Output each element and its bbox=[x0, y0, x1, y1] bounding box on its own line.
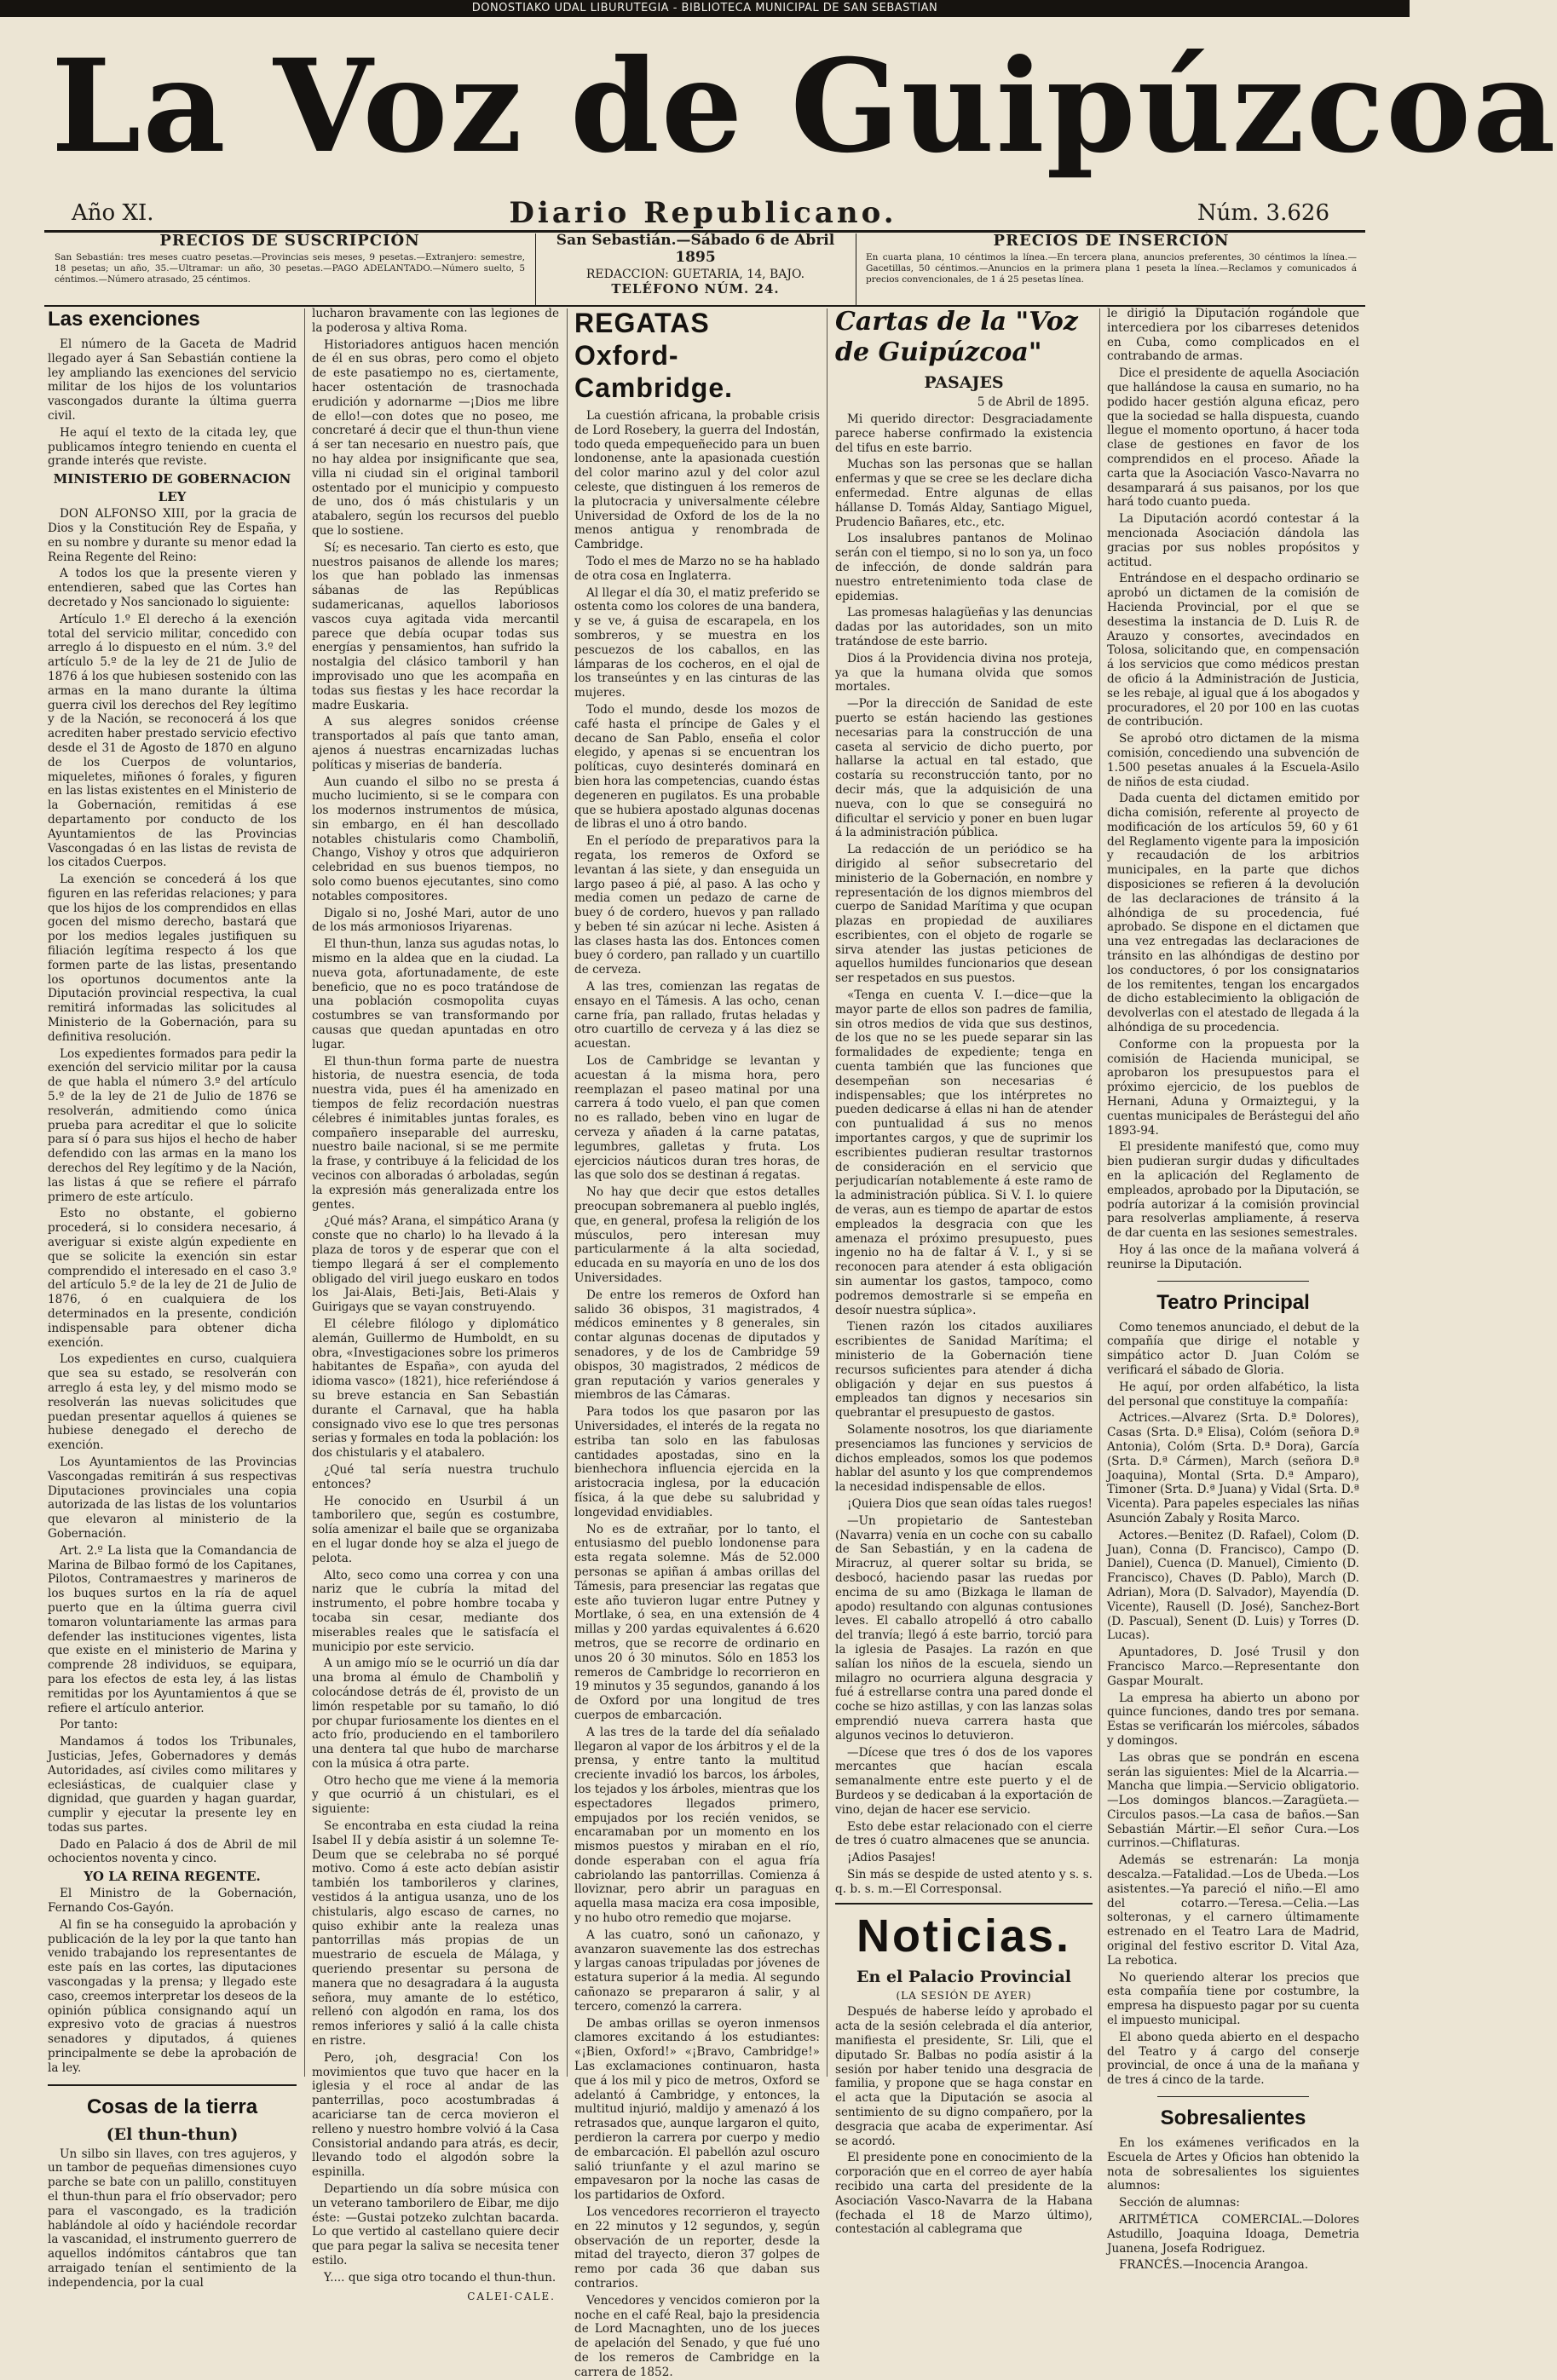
paragraph: lucharon bravamente con las legiones de la poderosa y altiva Roma. bbox=[312, 307, 559, 335]
subtitle: Diario Republicano. bbox=[509, 196, 897, 230]
column-rule-4 bbox=[1099, 308, 1100, 2077]
paragraph: El thun-thun forma parte de nuestra historia, de nuestra esencia, de toda nuestra vida, pues él ha amenizado en tiempos de feliz recordación nuestras célebres é inimitables juntas forales, es compañero inseparable del aurresku, nuestro baile nacional, si se me permite la frase, y contribuye á la felicidad de los vecinos con alboradas ó arboladas, según la expresión más generalizada entre los gentes. bbox=[312, 1054, 559, 1212]
header-divider-1 bbox=[535, 233, 536, 305]
paragraph: El número de la Gaceta de Madrid llegado ayer á San Sebastián contiene la ley ampliando las exenciones del servicio militar de los hijos de los voluntarios vascongados durante la última guerra civil. bbox=[48, 337, 297, 423]
issue-date: San Sebastián.—Sábado 6 de Abril 1895 bbox=[556, 232, 835, 266]
article-heading-cosas: Cosas de la tierra bbox=[86, 2095, 258, 2118]
paragraph: La cuestión africana, la probable crisis de Lord Rosebery, la guerra del Indostán, todo queda empequeñecido para un buen londonense, ante la apasionada cuestión del color marino azul y del color azul celeste, que distinguen á los remeros de la plutocracia y universalmente célebre Universidad de Oxford de los de la no menos antigua y renombrada de Cambridge. bbox=[574, 409, 820, 552]
article-subheading-pasajes: PASAJES bbox=[924, 373, 1004, 392]
paragraph: Esto no obstante, el gobierno procederá, si lo considera necesario, á averiguar si existe algún expediente en que se solicite la exención sin estar comprendido el interesado en el caso 3.º del artículo 5.º de la ley de 21 de Julio de 1876, ó en cualquiera de los determinados en la presente, condición indispensable para obtener dicha exención. bbox=[48, 1207, 297, 1350]
article-subheading-sesion: (LA SESIÓN DE AYER) bbox=[896, 1990, 1032, 2003]
paragraph: ¡Quiera Dios que sean oídas tales ruegos! bbox=[847, 1496, 1093, 1511]
paragraph: Esto debe estar relacionado con el cierre de tres ó cuatro almacenes que se anuncia. bbox=[835, 1819, 1093, 1848]
letter-date: 5 de Abril de 1895. bbox=[977, 395, 1089, 409]
paragraph: Los de Cambridge se levantan y acuestan á la misma hora, pero reemplazan el paseo matinal por una carrera á todo vuelo, el pan que comen no es rallado, beben vino en lugar de cerveza y añaden á la carne patatas, legumbres, galletas y fruta. Los ejercicios náuticos duran tres horas, de las que solo dos se destinan á regatas. bbox=[574, 1054, 820, 1183]
section-heading-noticias: Noticias. bbox=[856, 1910, 1072, 1962]
paragraph: Aun cuando el silbo no se presta á mucho lucimiento, si se le compara con los modernos instrumentos de música, sin embargo, en él han descollado notables chistularis como Chamboliñ, Chango, Vishoy y otros que adquirieron celebridad en sus buenos tiempos, no solo como buenos ejecutantes, sino como notables compositores. bbox=[312, 775, 559, 903]
paragraph: Después de haberse leído y aprobado el acta de la sesión celebrada el día anterior, manifiesta el presidente, Sr. Lili, que el diputado Sr. Balbas no podía asistir á la sesión por haber tenido una desgracia de familia, y propone que se haga constar en el acta que la Diputación se asocia al sentimiento de su digno compañero, por la desgracia que acaba de experimentar. Así se acordó. bbox=[835, 2005, 1093, 2148]
column-4 bbox=[835, 307, 1093, 2237]
paragraph: No hay que decir que estos detalles preocupan sobremanera al pueblo inglés, que, en general, profesa la religión de los músculos, pero interesan muy particularmente á la alta sociedad, educada en su mayoría en uno de los dos Universidades. bbox=[574, 1185, 820, 1286]
paragraph: ARITMÉTICA COMERCIAL.—Dolores Astudillo, Joaquina Idoaga, Demetria Juanena, Josefa Rodriguez. bbox=[1107, 2213, 1359, 2256]
article-heading-teatro: Teatro Principal bbox=[1156, 1290, 1310, 1314]
paragraph: He aquí el texto de la citada ley, que publicamos íntegro teniendo en cuenta el grande interés que reviste. bbox=[48, 425, 297, 469]
paragraph: El presidente manifestó que, como muy bien pudieran surgir dudas y dificultades en la aplicación del Reglamento de empleados, aprobado por la Diputación, se podría autorizar á la comisión provincial para resolverlas ampliamente, á reserva de dar cuenta en las sesiones semestrales. bbox=[1107, 1140, 1359, 1241]
paragraph: Solamente nosotros, los que diariamente presenciamos las funciones y servicios de dichos empleados, somos los que podemos hablar del asunto y los que comprendemos la necesidad indispensable de ellos. bbox=[835, 1422, 1093, 1495]
paragraph: —Un propietario de Santesteban (Navarra) venía en un coche con su caballo de San Sebastián, y en la cadena de Miracruz, al querer soltar su brida, se desbocó, haciendo pasar las ruedas por encima de su amo (Bizkaga le llaman de apodo) resultando con algunas contusiones leves. El caballo atropelló á otro caballo del tranvía; llegó á este barrio, torció para la iglesia de Pasajes. La razón en que salían los niños de la escuela, siendo un milagro no ocurriera alguna desgracia y fué á estrellarse contra una pared donde el coche se hizo astillas, y con las lanzas solas emprendió nueva carrera hasta que algunos vecinos lo detuvieron. bbox=[835, 1513, 1093, 1743]
article-heading-regatas: REGATAS bbox=[574, 308, 710, 338]
article-separator bbox=[48, 2084, 297, 2086]
paragraph: El thun-thun, lanza sus agudas notas, lo mismo en la aldea que en la ciudad. La nueva gota, afortunadamente, de este beneficio, que no es poco tratándose de una población cosmopolita cuyas costumbres se van transformando por causas que quedan apuntadas en otro lugar. bbox=[312, 937, 559, 1052]
paragraph: La exención se concederá á los que figuren en las referidas relaciones; y para que los hijos de los comprendidos en ellas gocen del mismo derecho, bastará que por los medios legales justifiquen su filiación legítima respecto á los que formen parte de las listas, presentando los oportunos documentos ante la Diputación provincial respectiva, la cual remitirá informadas las solicitudes al Ministerio de la Gobernación, para su definitiva resolución. bbox=[48, 873, 297, 1044]
paragraph: Dada cuenta del dictamen emitido por dicha comisión, referente al proyecto de modificación de los artículos 59, 60 y 61 del Reglamento vigente para la imposición y recaudación de los arbitrios municipales, en la parte que dichos disposiciones se refieren á la devolución de las declaraciones de tránsito á la alhóndiga de su procedencia, fué aprobado. Se dispone en el dictamen que una vez entregadas las declaraciones de tránsito en las alhóndigas de destino por los conductores, ó por los consignatarios de los remitentes, tengan los encargados de dicho establecimiento la obligación de devolverlas con el atestado de llegada á la alhóndiga de su procedencia. bbox=[1107, 792, 1359, 1035]
paragraph: En los exámenes verificados en la Escuela de Artes y Oficios han obtenido la nota de sobresalientes los siguientes alumnos: bbox=[1107, 2136, 1359, 2193]
paragraph: No es de extrañar, por lo tanto, el entusiasmo del pueblo londonense para esta regata solemne. Más de 52.000 personas se apiñan á ambas orillas del Támesis, para presenciar las regatas que este año tuvieron lugar entre Putney y Mortlake, ó sea, en una extensión de 4 millas y 200 yardas equivalentes á 6.620 metros, que se recorre de ordinario en unos 20 ó 30 minutos. Sólo en 1853 los remeros de Cambridge lo recorrieron en 19 minutos y 35 segundos, ganando á los de Oxford por una longitud de tres cuerpos de embarcación. bbox=[574, 1522, 820, 1722]
paragraph: A las cuatro, sonó un cañonazo, y avanzaron suavemente las dos estrechas y largas canoas tripuladas por jóvenes de estatura superior á la media. Al segundo cañonazo se prepararon á salir, y al tercero, comenzó la carrera. bbox=[574, 1928, 820, 2014]
subscription-heading: PRECIOS DE SUSCRIPCIÓN bbox=[159, 232, 420, 250]
paragraph: De entre los remeros de Oxford han salido 36 obispos, 31 magistrados, 4 médicos eminentes y 8 generales, sin contar algunas docenas de diputados y senadores, y de los de Cambridge 59 obispos, 30 magistrados, 2 médicos de gran reputación y varios generales y miembros de las Cámaras. bbox=[574, 1288, 820, 1403]
paragraph: El abono queda abierto en el despacho del Teatro y á cargo del conserje provincial, de once á una de la mañana y de tres á cinco de la tarde. bbox=[1107, 2030, 1359, 2088]
paragraph: Departiendo un día sobre música con un veterano tamborilero de Eibar, me dijo éste: —Gustai potzeko zulchtan bacarda. Lo que vertido al castellano quiere decir que para pegar la saliva se necesita tener estilo. bbox=[312, 2182, 559, 2268]
paragraph: De ambas orillas se oyeron inmensos clamores excitando á los estudiantes: «¡Bien, Oxford!» «¡Bravo, Cambridge!» Las exclamaciones continuaron, hasta que á los mil y pico de metros, Oxford se adelantó á Cambridge, y entonces, la multitud injurió, maldijo y amenazó á los retrasados que, aunque largaron el quito, perdieron la carrera por cuerpo y medio de embarcación. El pabellón azul oscuro salió triunfante y el azul marino se empavesaron por la noche las casas de los partidarios de Oxford. bbox=[574, 2016, 820, 2203]
noticias-section bbox=[835, 1903, 1093, 2237]
ley-heading: LEY bbox=[158, 489, 187, 505]
paragraph: Se aprobó otro dictamen de la misma comisión, concediendo una subvención de 1.500 pesetas anuales á la Escuela-Asilo de niños de esta ciudad. bbox=[1107, 732, 1359, 789]
article-subheading-palacio: En el Palacio Provincial bbox=[856, 1968, 1071, 1987]
paragraph: Y.... que siga otro tocando el thun-thun. bbox=[324, 2270, 556, 2285]
paragraph: Otro hecho que me viene á la memoria y que ocurrió á un chistulari, es el siguiente: bbox=[312, 1773, 559, 1817]
paragraph: Las promesas halagüeñas y las denuncias dadas por las autoridades, son un mito tratándose de este barrio. bbox=[835, 606, 1093, 648]
article-separator bbox=[1157, 2096, 1309, 2097]
author-signature: CALEI-CALE. bbox=[467, 2290, 556, 2302]
paragraph: Alto, seco como una correa y con una nariz que le cubría la mitad del instrumento, el pobre hombre tocaba y tocaba sin cesar, mediante dos miserables reales que le satisfacía el municipio por este servicio. bbox=[312, 1568, 559, 1654]
paragraph: La Diputación acordó contestar á la mencionada Asociación dándola las gracias por sus nobles propósitos y actitud. bbox=[1107, 512, 1359, 569]
paragraph: A todos los que la presente vieren y entendieren, sabed que las Cortes han decretado y Nos sancionado lo siguiente: bbox=[48, 567, 297, 609]
column-3 bbox=[574, 307, 820, 2379]
article-separator bbox=[1157, 1281, 1309, 1282]
paragraph: Mandamos á todos los Tribunales, Justicias, Jefes, Gobernadores y demás Autoridades, así civiles como militares y eclesiásticas, de cualquier clase y dignidad, que guarden y hagan guardar, cumplir y ejecutar la presente ley en todas sus partes. bbox=[48, 1735, 297, 1835]
column-rule-3 bbox=[827, 308, 828, 2077]
paragraph: Los Ayuntamientos de las Provincias Vascongadas remitirán á sus respectivas Diputaciones provinciales una copia autorizada de las listas de los voluntarios que elevaron al ministerio de la Gobernación. bbox=[48, 1455, 297, 1541]
paragraph: Dios á la Providencia divina nos proteja, ya que la humana olvida que somos mortales. bbox=[835, 651, 1093, 694]
ministerio-heading: MINISTERIO DE GOBERNACION bbox=[53, 471, 291, 487]
paragraph: Historiadores antiguos hacen mención de él en sus obras, pero como el objeto de este pasatiempo no es, ciertamente, hacer ostentación de trasnochada erudición y adornarme —¡Dios me libre de ello!—con dotes que no poseo, me concretaré á decir que el thun-thun viene á ser tan necesario en nuestro país, que no hay aldea por insignificante que sea, villa ni ciudad sin el original tamboril ostentado por el municipio y compuesto de uno, dos ó más chistularis y un atabalero, según los recursos del pueblo que lo sostiene. bbox=[312, 337, 559, 538]
paragraph: He aquí, por orden alfabético, la lista del personal que constituye la compañía: bbox=[1107, 1380, 1359, 1409]
paragraph: Por tanto: bbox=[60, 1718, 118, 1732]
paragraph: Como tenemos anunciado, el debut de la compañía que dirige el notable y simpático actor D. Juan Colóm se verificará el sábado de Gloria. bbox=[1107, 1320, 1359, 1377]
year-label: Año XI. bbox=[72, 200, 154, 226]
paragraph: Se encontraba en esta ciudad la reina Isabel II y debía asistir á un solemne Te-Deum que se celebraba no sé porqué motivo. Como á este acto debían asistir también los tamborileros y clarines, vestidos á la antigua usanza, uno de los chistularis, algo escaso de carnes, no quiso exhibir ante la realeza unas pantorrillas más propias de un muestrario de escuela de Málaga, y queriendo presentar su persona de manera que no desagradara á la augusta señora, muy amante de lo estético, rellenó con algodón en rama, los dos remos inferiores y salió á la calle chista en ristre. bbox=[312, 1819, 559, 2049]
paragraph: Vencedores y vencidos comieron por la noche en el café Real, bajo la presidencia de Lord Macnaghten, uno de los jueces de apelación del Senado, y que fué uno de los remeros de Cambridge en la carrera de 1852. bbox=[574, 2293, 820, 2379]
paragraph: Además se estrenarán: La monja descalza.—Fatalidad.—Los de Ubeda.—Los asistentes.—Ya pareció el niño.—El amo del cotarro.—Teresa.—Celia.—Las solteronas, y el carnero últimamente estrenado en el Teatro Lara de Madrid, original del festivo escritor D. Vital Aza, La rebotica. bbox=[1107, 1853, 1359, 1968]
paragraph: La redacción de un periódico se ha dirigido al señor subsecretario del ministerio de la Gobernación, en nombre y representación de los dignos miembros del cuerpo de Sanidad Marítima y que ocupan plazas en propiedad de auxiliares escribientes, con el objeto de rogarle se sirva atender las justas peticiones de aquellos humildes funcionarios que desean ser respetados en sus puestos. bbox=[835, 843, 1093, 986]
paragraph: La empresa ha abierto un abono por quince funciones, dando tres por semana. Estas se verificarán los miércoles, sábados y domingos. bbox=[1107, 1691, 1359, 1748]
library-banner: DONOSTIAKO UDAL LIBURUTEGIA - BIBLIOTECA MUNICIPAL DE SAN SEBASTIAN bbox=[0, 0, 1410, 17]
paragraph: Dice el presidente de aquella Asociación que hallándose la causa en sumario, no ha podido hacer gestión alguna eficaz, pero que la sociedad se halla dispuesta, cuando llegue el momento oportuno, á hacer toda clase de gestiones en favor de los comprendidos en el proceso. Añade la carta que la Asociación Vasco-Navarra no desamparará á sus paisanos, por los que hará todo cuanto pueda. bbox=[1107, 366, 1359, 510]
paragraph: Art. 2.º La lista que la Comandancia de Marina de Bilbao formó de los Capitanes, Pilotos, Contramaestres y marineros de los buques surtos en la ría de aquel puerto que en la última guerra civil tomaron voluntariamente las armas para defender las instituciones vigentes, lista que existe en el ministerio de Marina y comprende 28 individuos, se equipara, para los efectos de esta ley, á las listas remitidas por los Ayuntamientos á que se refiere el artículo anterior. bbox=[48, 1543, 297, 1715]
paragraph: Dado en Palacio á dos de Abril de mil ochocientos noventa y cinco. bbox=[48, 1837, 297, 1866]
subscription-text: San Sebastián: tres meses cuatro pesetas.—Provincias seis meses, 9 pesetas.—Extranjero: semestre, 18 pesetas; un año, 35.—Ultramar: un año, 30 pesetas.—PAGO ADELANTADO.—Número suelto, 5 céntimos.—Número atrasado, 25 céntimos. bbox=[55, 252, 525, 285]
paragraph: Sí; es necesario. Tan cierto es esto, que nuestros paisanos de allende los mares; los que han poblado las inmensas sábanas de las Repúblicas sudamericanas, aquellos laboriosos vascos cuya agitada vida mercantil parece que debía ocupar todas sus energías y pensamientos, han sufrido la nostalgia del clásico tamboril y han improvisado uno que les acompaña en todas sus fiestas y les hace recordar la madre Euskaria. bbox=[312, 540, 559, 712]
column-rule-1 bbox=[304, 308, 305, 2077]
paragraph: le dirigió la Diputación rogándole que intercediera por los cibarreses detenidos en Cuba, como complicados en el contrabando de armas. bbox=[1107, 307, 1359, 364]
article-subheading: (El thun-thun) bbox=[106, 2124, 239, 2144]
paragraph: A las tres, comienzan las regatas de ensayo en el Támesis. A las ocho, cenan carne fría, pan rallado, frutas heladas y otro cuartillo de cerveza y á las diez se acuestan. bbox=[574, 980, 820, 1052]
paragraph: DON ALFONSO XIII, por la gracia de Dios y la Constitución Rey de España, y en su nombre y durante su menor edad la Reina Regente del Reino: bbox=[48, 507, 297, 564]
paragraph: El presidente pone en conocimiento de la corporación que en el correo de ayer había recibido una carta del presidente de la Asociación Vasco-Navarra de la Habana (fechada el 18 de Marzo último), contestación al cablegrama que bbox=[835, 2151, 1093, 2237]
masthead-title: La Voz de Guipúzcoa bbox=[51, 32, 1557, 182]
paragraph: He conocido en Usurbil á un tamborilero que, según es costumbre, solía amenizar el baile que se organizaba en el lugar donde hoy se alza el juego de pelota. bbox=[312, 1494, 559, 1565]
paragraph: Hoy á las once de la mañana volverá á reunirse la Diputación. bbox=[1107, 1243, 1359, 1271]
paragraph: Las obras que se pondrán en escena serán las siguientes: Miel de la Alcarria.—Mancha que limpia.—Servicio obligatorio.—Los domingos blancos.—Zaragüeta.—Circulos pasos.—La casa de baños.—San Sebastián Mártir.—El señor Cura.—Los currinos.—Chiflaturas. bbox=[1107, 1750, 1359, 1851]
paragraph: Actores.—Benitez (D. Rafael), Colom (D. Juan), Conna (D. Francisco), Campo (D. Daniel), Cuenca (D. Manuel), Cimiento (D. Francisco), Chaves (D. Pablo), March (D. Adrian), Mora (D. Salvador), Mayendía (D. Vicente), Rausell (D. José), Sanchez-Bort (D. Pascual), Senent (D. Luis) y Torres (D. Lucas). bbox=[1107, 1528, 1359, 1643]
insertion-text: En cuarta plana, 10 céntimos la línea.—En tercera plana, anuncios preferentes, 30 céntimos la línea.—Gacetillas, 50 céntimos.—Anuncios en la primera plana 1 peseta la línea.—Reclamos y comunicados á precios convencionales, de 1 á 25 pesetas línea. bbox=[866, 252, 1357, 285]
paragraph: A las tres de la tarde del día señalado llegaron al vapor de los árbitros y el de la prensa, y entre tanto la multitud creciente invadió los barcos, los árboles, los tejados y los árboles, mientras que los espectadores llegados primero, empujados por los recién venidos, se encaramaban por un momento en los mismos puestos y miraban en el río, donde esperaban con el agua fría cabriolando las pantorrillas. Comienza á lloviznar, pero abrir un paraguas en aquella masa maciza era cosa imposible, y no hubo otro remedio que mojarse. bbox=[574, 1725, 820, 1926]
paragraph: Al llegar el día 30, el matiz preferido se ostenta como los colores de una bandera, y se ve, á guisa de escarapela, en los sombreros, y se muestra en los pescuezos de los caballos, en las lámparas de los cocheros, en el ojal de los transeúntes y en las cinturas de las mujeres. bbox=[574, 585, 820, 700]
paragraph: Un silbo sin llaves, con tres agujeros, y un tambor de pequeñas dimensiones cuyo parche se bate con un palillo, constituyen el thun-thun para el frío observador; pero para el vascongado, es la tradición hablándole al oído y haciéndole recordar la vascanidad, el instrumento guerrero de aquellos indómitos cántabros que tan arraigado tenían el sentimiento de la independencia, por la cual bbox=[48, 2147, 297, 2290]
paragraph: Los vencedores recorrieron el trayecto en 22 minutos y 12 segundos, y, según observación de un reporter, desde la mitad del trayecto, dieron 37 golpes de remo por cada 36 que daban sus contrarios. bbox=[574, 2205, 820, 2291]
paragraph: ¿Qué tal sería nuestra truchulo entonces? bbox=[312, 1462, 559, 1491]
insertion-heading: PRECIOS DE INSERCIÓN bbox=[993, 232, 1230, 250]
paragraph: Muchas son las personas que se hallan enfermas y que se cree se les declare dicha enfermedad. Entre algunas de ellas hállanse D. Tomás Alday, Santiago Miguel, Prudencio Bañares, etc., etc. bbox=[835, 458, 1093, 529]
paragraph: En el período de preparativos para la regata, los remeros de Oxford se levantan á las siete, y dan enseguida un largo paseo á pié, al paso. A las ocho y media comen un pedazo de carne de buey ó de cordero, huevos y pan rallado y beben té sin azúcar ni leche. Asisten á las clases hasta las dos. Entonces comen buey ó cordero, pan rallado y un cuartillo de cerveza. bbox=[574, 834, 820, 977]
paragraph: Todo el mes de Marzo no se ha hablado de otra cosa en Inglaterra. bbox=[574, 554, 820, 583]
paragraph: —Por la dirección de Sanidad de este puerto se están haciendo las gestiones necesarias para la construcción de una caseta al servicio de dicho puerto, por hallarse la actual en tal estado, que costaría su reconstrucción tanto, por no decir más, que la adquisición de una nueva, con lo que se conseguirá no dificultar el servicio y poner en buen lugar á la administración pública. bbox=[835, 697, 1093, 840]
paragraph: Artículo 1.º El derecho á la exención total del servicio militar, concedido con arreglo á lo dispuesto en el núm. 3.º del artículo 5.º de la ley de 21 de Julio de 1876 á los que hubiesen sostenido con las armas en la mano durante la última guerra civil los derechos del Rey legítimo y de la Nación, se reconocerá á los que acrediten haber prestado servicio efectivo desde el 31 de Agosto de 1870 en alguno de los Cuerpos de voluntarios, miqueletes, miñones ó forales, y figuren en las listas existentes en el Ministerio de la Gobernación, remitidas á ese departamento por conducto de los Ayuntamientos de las Provincias Vascongadas ó en las listas de revista de los citados Cuerpos. bbox=[48, 612, 297, 870]
paragraph: Todo el mundo, desde los mozos de café hasta el príncipe de Gales y el decano de San Pablo, enseña el color elegido, y apenas si se encuentran los políticas, cuyo desinterés dominará en bien hora las competencias, cuando éstas degeneren en pugilatos. Es una probable que se hubiera apostado algunas docenas de libras el uno á otro bando. bbox=[574, 702, 820, 832]
paragraph: Para todos los que pasaron por las Universidades, el interés de la regata no estriba tan solo en las fabulosas cantidades apostadas, sino en la bienhechora influencia ejercida en la aristocracia inglesa, por la educación física, á la que debe su salubridad y longevidad envidiables. bbox=[574, 1405, 820, 1519]
column-rule-2 bbox=[567, 308, 568, 2077]
paragraph: Digalo si no, Joshé Mari, autor de uno de los más armoniosos Iriyarenas. bbox=[312, 906, 559, 935]
paragraph: «Tenga en cuenta V. I.—dice—que la mayor parte de ellos son padres de familia, sin otros medios de vida que sus destinos, de los que no se les puede separar sin las formalidades de expediente; tenga en cuenta también que las funciones que desempeñan son necesarias é indispensables; que los intérpretes no pueden dedicarse á ellas ni han de atender con puntualidad á sus no menos importantes cargos, y que de suprimir los escribientes pudieran resultar trastornos de consideración en el servicio que perjudicarían notablemente á este ramo de la administración pública. Si V. I. lo quiere de veras, aun es tiempo de apartar de estos empleados la desgracia con que les amenaza el próximo presupuesto, pues ingenio no ha de faltar á V. I., y si se reconocen para atender á esta obligación sin aumentar los gastos, tampoco, como podremos demostrarle si se empeña en desoír nuestra súplica». bbox=[835, 988, 1093, 1317]
paragraph: Los expedientes en curso, cualquiera que sea su estado, se resolverán con arreglo á esta ley, y del mismo modo se resolverán las nuevas solicitudes que puedan presentar aquellos á quienes se hubiese denegado el derecho de exención. bbox=[48, 1352, 297, 1453]
paragraph: Pero, ¡oh, desgracia! Con los movimientos que tuvo que hacer en la iglesia y el roce al andar de las panterrillas, poco acostumbradas á acariciarse tan de cerca movieron el relleno y nuestro hombre volvió á la Casa Consistorial andando para atrás, es decir, llevando todo el algodón sobre la espinilla. bbox=[312, 2050, 559, 2180]
paragraph: —Dícese que tres ó dos de los vapores mercantes que hacían escala semanalmente entre este puerto y el de Burdeos y se dedicaban á la exportación de vino, dejan de hacer ese servicio. bbox=[835, 1745, 1093, 1817]
paragraph: Conforme con la propuesta por la comisión de Hacienda municipal, se aprobaron los presupuestos para el próximo ejercicio, de los pueblos de Hernani, Aduna y Ormaiztegui, y la cuentas municipales de Berástegui del año 1893-94. bbox=[1107, 1037, 1360, 1138]
column-1 bbox=[48, 307, 297, 2290]
paragraph: Los insalubres pantanos de Molinao serán con el tiempo, si no lo son ya, un foco de infección, de donde saldrán para nuestro entretenimiento toda clase de epidemias. bbox=[835, 532, 1093, 603]
reina-signature: YO LA REINA REGENTE. bbox=[84, 1869, 261, 1885]
paragraph: El célebre filólogo y diplomático alemán, Guillermo de Humboldt, en su obra, «Investigaciones sobre los primeros habitantes de España», con ayuda del idioma vasco» (1821), hice referiéndose á su breve estancia en San Sebastián durante el Carnaval, que ha habla consignado vivo ese lo que tres personas serias y formales en toda la población: los dos chistularis y el atabalero. bbox=[312, 1317, 559, 1461]
paragraph: FRANCÉS.—Inocencia Arangoa. bbox=[1119, 2258, 1309, 2273]
paragraph: Sin más se despide de usted atento y s. s. q. b. s. m.—El Corresponsal. bbox=[835, 1867, 1093, 1896]
paragraph: Al fin se ha conseguido la aprobación y publicación de la ley por la que tanto han venido trabajando los representantes de este país en las cortes, las diputaciones vascongadas y la prensa; y llegado este caso, creemos interpretar los deseos de la opinión pública consignando aquí un expresivo voto de gracias á nuestros senadores y diputados, á quienes principalmente se debe la aprobación de la ley. bbox=[48, 1917, 297, 2075]
paragraph: A sus alegres sonidos créense transportados al país que tanto aman, ajenos á nuestras encarnizadas luchas políticas y miserias de bandería. bbox=[312, 715, 559, 772]
paragraph: ¿Qué más? Arana, el simpático Arana (y conste que no charlo) lo ha llevado á la plaza de toros y de esperar que con el tiempo llegará á ser el complemento obligado del viril juego euskaro en todos los Jai-Alais, Beti-Jais, Beti-Alais y Guirigays que se vayan construyendo. bbox=[312, 1214, 559, 1315]
telephone: TELÉFONO NÚM. 24. bbox=[611, 281, 780, 297]
paragraph: Sección de alumnas: bbox=[1119, 2196, 1240, 2210]
redaccion-address: REDACCION: GUETARIA, 14, BAJO. bbox=[585, 268, 805, 281]
article-heading-sobresalientes: Sobresalientes bbox=[1160, 2106, 1306, 2130]
paragraph: Apuntadores, D. José Trusil y don Francisco Marco.—Representante don Gaspar Mouralt. bbox=[1107, 1645, 1359, 1688]
paragraph: Entrándose en el despacho ordinario se aprobó un dictamen de la comisión de Hacienda Provincial, por el que se desestima la instancia de D. Luis R. de Arauzo y consortes, avecindados en Tolosa, solicitando que, en compensación á los servicios que como médicos prestan de oficio á la Administración de Justicia, se les rebaje, al igual que á los abogados y procuradores, el 20 por 100 en las cuotas de contribución. bbox=[1107, 572, 1359, 729]
issue-number: Núm. 3.626 bbox=[1197, 200, 1329, 226]
article-heading-oxford: Oxford-Cambridge. bbox=[574, 340, 734, 403]
paragraph: A un amigo mío se le ocurrió un día dar una broma al émulo de Chamboliñ y colocándose detrás de él, provisto de un limón respetable por su tamaño, lo dió por chupar furiosamente los dientes en el acto frío, produciendo en el tamborilero una dentera tal que hubo de marcharse con la música á otra parte. bbox=[312, 1657, 559, 1771]
insertion-box bbox=[866, 232, 1357, 303]
paragraph: No queriendo alterar los precios que esta compañía tiene por costumbre, la empresa ha dispuesto pagar por su cuenta el impuesto municipal. bbox=[1107, 1970, 1359, 2028]
paragraph: Los expedientes formados para pedir la exención del servicio militar por la causa de que habla el número 3.º del artículo 5.º de la ley de 21 de Julio de 1876 se resolverán, admitiendo como única prueba para acreditar el que lo solicite para sí ó para sus hijos el hecho de haber defendido con las armas en la mano los derechos del Rey legítimo y de la Nación, las listas á que se refiere el párrafo primero de este artículo. bbox=[48, 1046, 297, 1204]
date-box bbox=[545, 232, 845, 303]
paragraph: Mi querido director: Desgraciadamente parece haberse confirmado la existencia del tifus en este barrio. bbox=[835, 412, 1093, 455]
paragraph: Actrices.—Alvarez (Srta. D.ª Dolores), Casas (Srta. D.ª Elisa), Colóm (señora D.ª Antonia), Colóm (Srta. D.ª Dora), García (Srta. D.ª Cármen), March (señora D.ª Joaquina), Montal (Srta. D.ª Amparo), Timoner (Srta. D.ª Juana) y Vidal (Srta. D.ª Vicenta). Para papeles especiales las niñas Asunción Zabaly y Rosita Marco. bbox=[1107, 1411, 1359, 1525]
paragraph: Tienen razón los citados auxiliares escribientes de Sanidad Marítima; el ministerio de la Gobernación tiene recursos suficientes para atender á dicha obligación y dejar en sus puestos á empleados tan dignos y necesarios sin quebrantar el presupuesto de gastos. bbox=[835, 1320, 1093, 1421]
article-heading-exenciones: Las exenciones bbox=[48, 308, 200, 331]
paragraph: El Ministro de la Gobernación, Fernando Cos-Gayón. bbox=[48, 1887, 297, 1916]
column-2 bbox=[312, 307, 559, 2302]
subscription-box bbox=[55, 232, 525, 303]
paragraph: ¡Adios Pasajes! bbox=[847, 1851, 937, 1865]
article-heading-cartas: Cartas de la "Voz de Guipúzcoa" bbox=[835, 307, 1078, 367]
column-5 bbox=[1107, 307, 1360, 2273]
